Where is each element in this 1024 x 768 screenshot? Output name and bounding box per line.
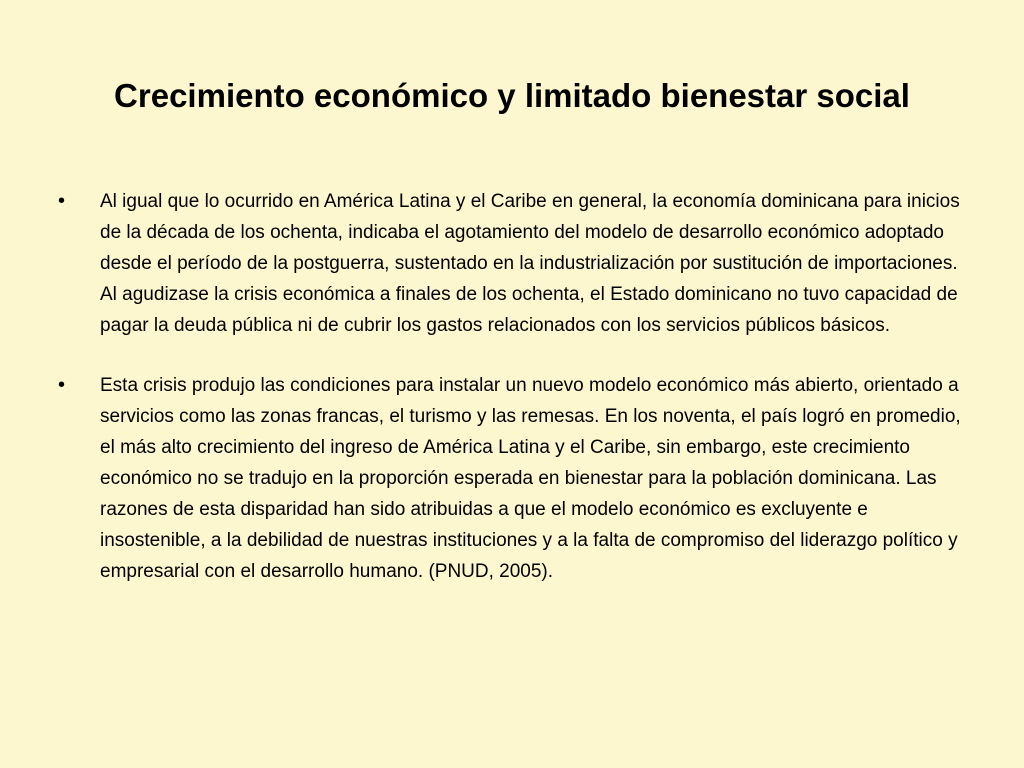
bullet-list — [58, 186, 970, 616]
bullet-item — [58, 370, 970, 587]
bullet-item — [58, 186, 970, 341]
bullet-marker: • — [58, 190, 66, 212]
bullet-text-second: Esta crisis produjo las condiciones para instalar un nuevo modelo económico más abierto, orientado a servicios como las zonas francas, el turismo y las remesas. En los noventa, el país logró en promedio, el más alto crecimiento del ingreso de América Latina y el Caribe, sin embargo, este crecimiento económico no se tradujo en la proporción esperada en bienestar para la población dominicana. Las razones de esta disparidad han sido atribuidas a que el modelo económico es excluyente e insostenible, a la debilidad de nuestras instituciones y a la falta de compromiso del liderazgo político y empresarial con el desarrollo humano. (PNUD, 2005). — [100, 375, 961, 582]
bullet-text-first: Al igual que lo ocurrido en América Latina y el Caribe en general, la economía dominicana para inicios de la década de los ochenta, indicaba el agotamiento del modelo de desarrollo económico adoptado desde el período de la postguerra, sustentado en la industrialización por sustitución de importaciones. Al agudizase la crisis económica a finales de los ochenta, el Estado dominicano no tuvo capacidad de pagar la deuda pública ni de cubrir los gastos relacionados con los servicios públicos básicos. — [100, 191, 960, 336]
bullet-marker: • — [58, 374, 66, 396]
slide-title: Crecimiento económico y limitado bienestar social — [114, 77, 910, 114]
